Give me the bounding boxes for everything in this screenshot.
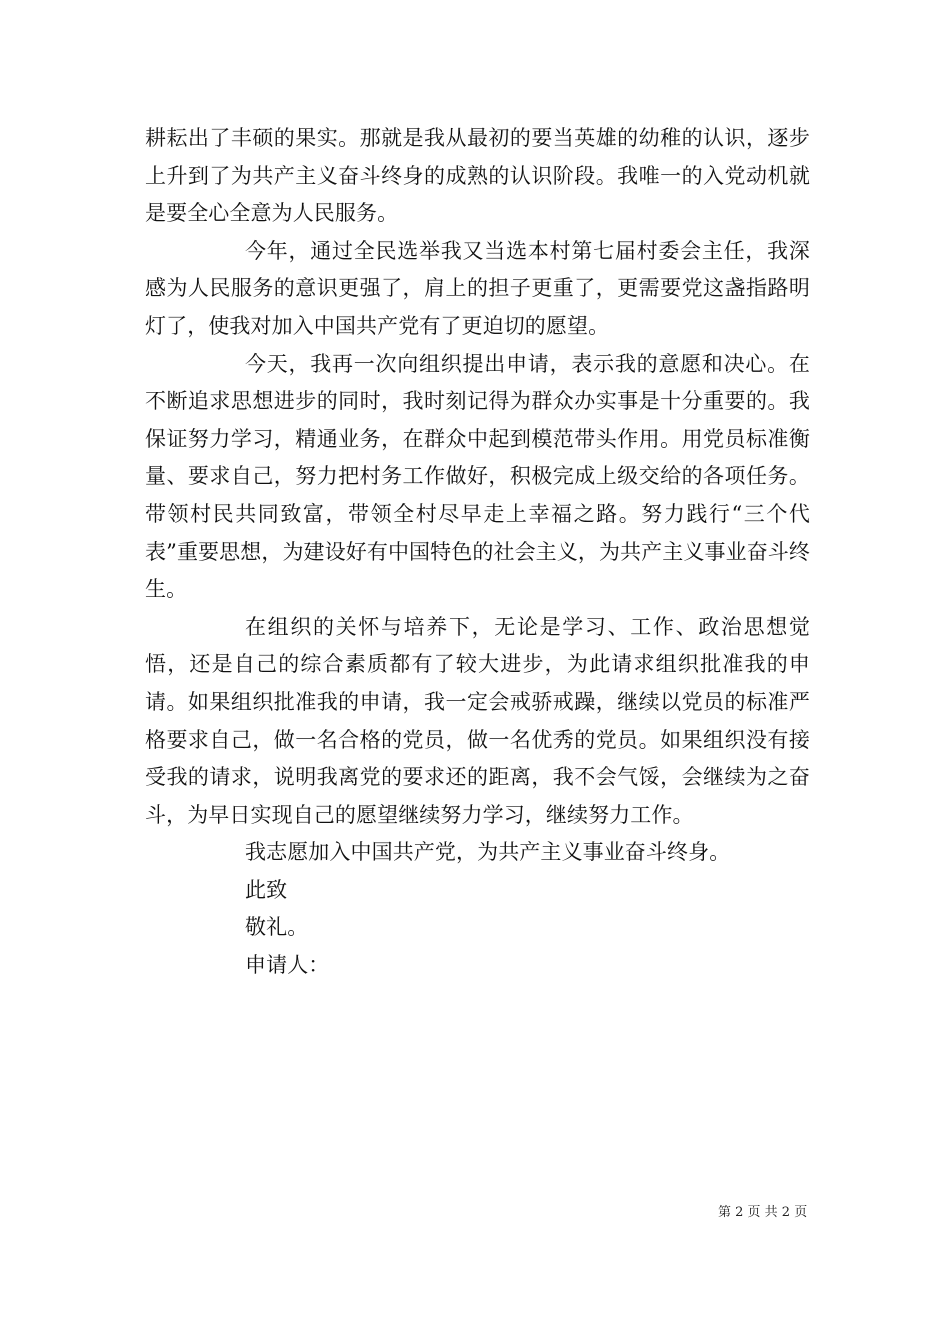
paragraph-continuation: 耕耘出了丰硕的果实。那就是我从最初的要当英雄的幼稚的认识，逐步上升到了为共产主义奋斗终身的成熟的认识阶段。我唯一的入党动机就是要全心全意为人民服务。 bbox=[145, 126, 810, 226]
salutation-jingli: 敬礼。 bbox=[245, 915, 309, 940]
paragraph-request: 在组织的关怀与培养下，无论是学习、工作、政治思想觉悟，还是自己的综合素质都有了较大进步，为此请求组织批准我的申请。如果组织批准我的申请，我一定会戒骄戒躁，继续以党员的标准严格要求自己，做一名合格的党员，做一名优秀的党员。如果组织没有接受我的请求，说明我离党的要求还的距离，我不会气馁，会继续为之奋斗，为早日实现自己的愿望继续努力学习，继续努力工作。 bbox=[145, 614, 810, 827]
paragraph-election: 今年，通过全民选举我又当选本村第七届村委会主任，我深感为人民服务的意识更强了，肩上的担子更重了，更需要党这盏指路明灯了，使我对加入中国共产党有了更迫切的愿望。 bbox=[145, 238, 810, 338]
salutation-cizhi: 此致 bbox=[245, 877, 288, 902]
document-body bbox=[145, 120, 810, 985]
applicant-label: 申请人： bbox=[245, 953, 330, 978]
closing-statement: 我志愿加入中国共产党，为共产主义事业奋斗终身。 bbox=[245, 840, 731, 865]
page-number-footer: 第 2 页 共 2 页 bbox=[718, 1205, 808, 1220]
paragraph-determination: 今天，我再一次向组织提出申请，表示我的意愿和决心。在不断追求思想进步的同时，我时刻记得为群众办实事是十分重要的。我保证努力学习，精通业务，在群众中起到模范带头作用。用党员标准衡量、要求自己，努力把村务工作做好，积极完成上级交给的各项任务。带领村民共同致富，带领全村尽早走上幸福之路。努力践行“三个代表”重要思想，为建设好有中国特色的社会主义，为共产主义事业奋斗终生。 bbox=[145, 351, 810, 602]
